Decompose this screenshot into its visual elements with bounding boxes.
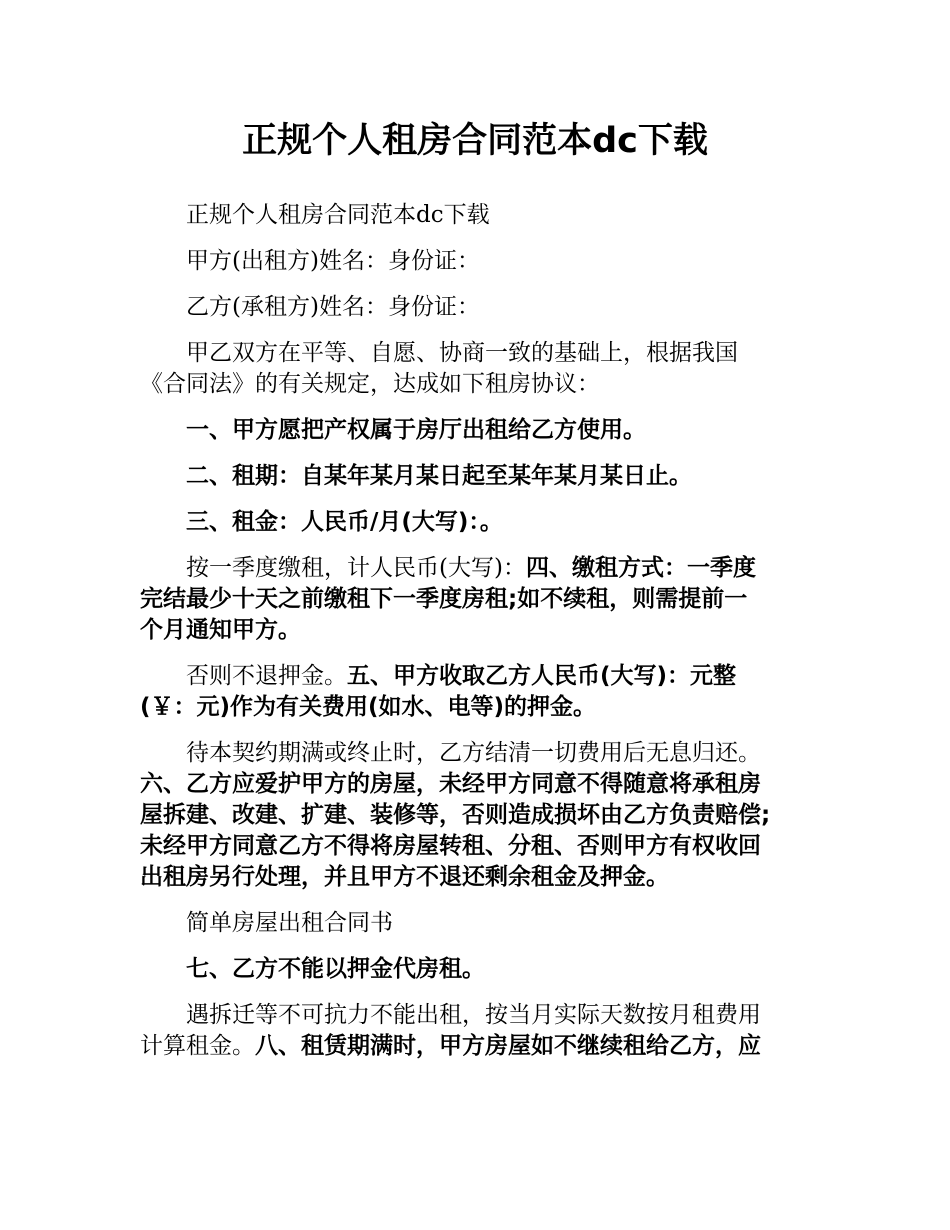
clause-4-line-1 <box>140 553 830 584</box>
clause-4-line-2: 完结最少十天之前缴租下一季度房租;如不续租，则需提前一 <box>140 586 748 612</box>
paragraph-party-a: 甲方(出租方)姓名：身份证： <box>186 248 480 274</box>
page-title: 正规个人租房合同范本dc下载 <box>242 121 708 161</box>
clause-1: 一、甲方愿把产权属于房厅出租给乙方使用。 <box>186 417 646 443</box>
clause-6-line-2: 屋拆建、改建、扩建、装修等，否则造成损坏由乙方负责赔偿; <box>140 802 771 828</box>
clause-8-line-2 <box>140 1031 830 1062</box>
clause-4-heading: 四、缴租方式：一季度 <box>525 555 756 581</box>
clause-6-line-4: 出租房另行处理，并且甲方不退还剩余租金及押金。 <box>140 864 669 890</box>
clause-5-line-1 <box>140 661 830 692</box>
clause-3: 三、租金：人民币/月(大写)：。 <box>186 509 503 535</box>
clause-6-line-3: 未经甲方同意乙方不得将房屋转租、分租、否则甲方有权收回 <box>140 833 761 859</box>
paragraph-party-b: 乙方(承租方)姓名：身份证： <box>186 294 480 320</box>
clause-5-line-2: (￥：元)作为有关费用(如水、电等)的押金。 <box>140 694 597 720</box>
clause-5-heading: 五、甲方收取乙方人民币(大写)：元整 <box>347 663 737 689</box>
clause-4-paragraph <box>140 553 830 646</box>
document-body <box>140 200 830 1077</box>
paragraph-contract-name: 简单房屋出租合同书 <box>186 910 393 936</box>
clause-6-lead-line: 待本契约期满或终止时，乙方结清一切费用后无息归还。 <box>186 740 761 766</box>
clause-2: 二、租期：自某年某月某日起至某年某月某日止。 <box>186 463 692 489</box>
clause-8-lead-line: 遇拆迁等不可抗力不能出租，按当月实际天数按月租费用 <box>186 1002 761 1028</box>
clause-5-paragraph <box>140 661 830 723</box>
paragraph-preamble <box>140 338 830 400</box>
clause-8-paragraph <box>140 1000 830 1062</box>
clause-8-lead-text: 计算租金。 <box>140 1033 255 1059</box>
clause-8-heading: 八、租赁期满时，甲方房屋如不继续租给乙方，应 <box>255 1033 761 1059</box>
clause-6-line-1: 六、乙方应爱护甲方的房屋，未经甲方同意不得随意将承租房 <box>140 771 761 797</box>
clause-4-line-3: 个月通知甲方。 <box>140 617 301 643</box>
paragraph-subtitle: 正规个人租房合同范本dc下载 <box>186 202 490 228</box>
clause-4-lead-text: 按一季度缴租，计人民币(大写)： <box>186 555 526 581</box>
clause-5-lead-text: 否则不退押金。 <box>186 663 347 689</box>
clause-6-paragraph <box>140 738 830 893</box>
clause-7: 七、乙方不能以押金代房租。 <box>186 956 485 982</box>
preamble-line-2: 《合同法》的有关规定，达成如下租房协议： <box>140 371 600 397</box>
preamble-line-1: 甲乙双方在平等、自愿、协商一致的基础上，根据我国 <box>186 340 738 366</box>
